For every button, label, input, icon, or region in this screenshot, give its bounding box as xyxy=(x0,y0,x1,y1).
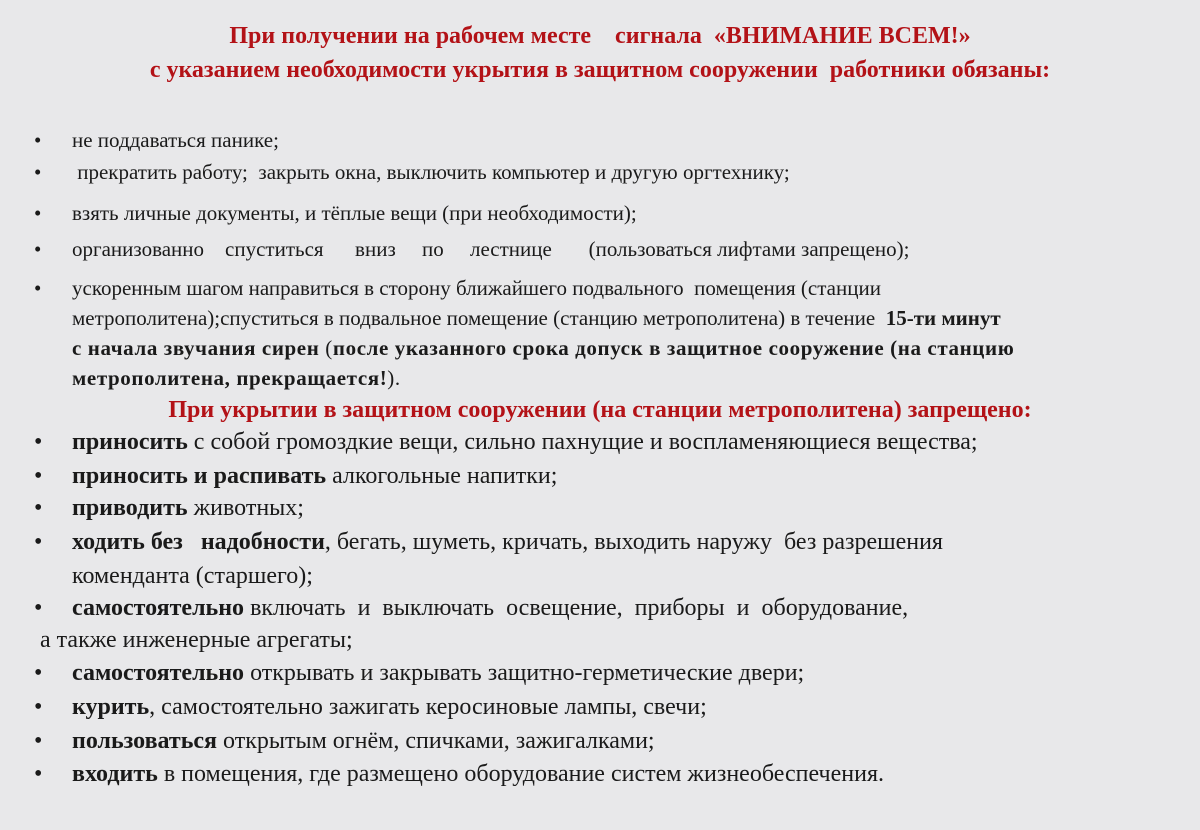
bullet-icon: • xyxy=(34,694,43,720)
prohibition-text: алкогольные напитки; xyxy=(326,463,558,489)
bullet-icon: • xyxy=(34,201,42,225)
duty-text: метрополитена);спуститься в подвальное помещение (станцию метрополитена) в течение xyxy=(72,306,881,330)
bullet-icon: • xyxy=(34,276,42,300)
prohibition-text: животных; xyxy=(187,495,304,521)
prohibition-item xyxy=(72,428,978,456)
prohibition-verb: приносить и распивать xyxy=(72,463,327,489)
duty-bold-text: метрополитена, прекращается! xyxy=(72,366,388,390)
bullet-icon: • xyxy=(34,595,43,621)
bullet-icon: • xyxy=(34,495,43,521)
prohibition-text: открытым огнём, спичками, зажигалками; xyxy=(217,728,655,754)
prohibition-verb: пользоваться xyxy=(72,728,218,754)
prohibition-verb: курить xyxy=(72,694,150,720)
prohibition-item xyxy=(72,462,557,490)
duty-text: ( xyxy=(319,336,333,360)
duty-item: взять личные документы, и тёплые вещи (при необходимости); xyxy=(72,201,637,225)
bullet-icon: • xyxy=(34,761,43,787)
prohibition-verb: ходить без надобности xyxy=(72,529,325,555)
prohibition-item xyxy=(72,494,304,522)
prohibition-verb: самостоятельно xyxy=(72,660,245,686)
duty-bold-text: после указанного срока допуск в защитное сооружение (на станцию xyxy=(332,336,1015,360)
prohibition-item xyxy=(72,693,707,721)
prohibition-verb: приносить xyxy=(72,429,188,455)
duty-item-line xyxy=(72,304,1001,332)
prohibition-continuation: а также инженерные агрегаты; xyxy=(40,627,353,653)
prohibition-continuation: коменданта (старшего); xyxy=(72,563,313,589)
duty-bold-text: с начала звучания сирен xyxy=(72,336,320,360)
prohibition-text: , самостоятельно зажигать керосиновые лампы, свечи; xyxy=(149,694,707,720)
bullet-icon: • xyxy=(34,660,43,686)
duty-item-line xyxy=(72,364,401,392)
prohibition-item xyxy=(72,727,655,755)
prohibited-heading: При укрытии в защитном сооружении (на станции метрополитена) запрещено: xyxy=(168,397,1032,423)
duty-deadline: 15-ти минут xyxy=(880,306,1001,330)
prohibition-text: включать и выключать освещение, приборы и оборудование, xyxy=(244,595,909,621)
bullet-icon: • xyxy=(34,463,43,489)
bullet-icon: • xyxy=(34,529,43,555)
bullet-icon: • xyxy=(34,128,42,152)
heading-line-2: с указанием необходимости укрытия в защитном сооружении работники обязаны: xyxy=(149,57,1051,83)
prohibition-item xyxy=(72,760,884,788)
prohibition-verb: входить xyxy=(72,761,158,787)
bullet-icon: • xyxy=(34,237,42,261)
bullet-icon: • xyxy=(34,429,43,455)
bullet-icon: • xyxy=(34,728,43,754)
prohibition-verb: самостоятельно xyxy=(72,595,245,621)
prohibition-item xyxy=(72,659,804,687)
duty-item: организованно спуститься вниз по лестнице (пользоваться лифтами запрещено); xyxy=(72,237,910,261)
duty-item: не поддаваться панике; xyxy=(72,128,279,152)
duty-item-line xyxy=(72,334,1014,362)
duty-text: ). xyxy=(387,366,401,390)
prohibition-item xyxy=(72,528,943,556)
prohibition-verb: приводить xyxy=(72,495,188,521)
heading-line-1: При получении на рабочем месте сигнала «ВНИМАНИЕ ВСЕМ!» xyxy=(229,23,971,49)
duty-item: прекратить работу; закрыть окна, выключить компьютер и другую оргтехнику; xyxy=(72,160,790,184)
prohibition-text: с собой громоздкие вещи, сильно пахнущие и воспламеняющиеся вещества; xyxy=(187,429,978,455)
bullet-icon: • xyxy=(34,160,42,184)
prohibition-item xyxy=(72,594,908,622)
prohibition-text: открывать и закрывать защитно-герметические двери; xyxy=(244,660,805,686)
prohibition-text: в помещения, где размещено оборудование систем жизнеобеспечения. xyxy=(157,761,884,787)
prohibition-text: , бегать, шуметь, кричать, выходить наружу без разрешения xyxy=(324,529,943,555)
duty-item-line: ускоренным шагом направиться в сторону ближайшего подвального помещения (станции xyxy=(72,276,881,300)
